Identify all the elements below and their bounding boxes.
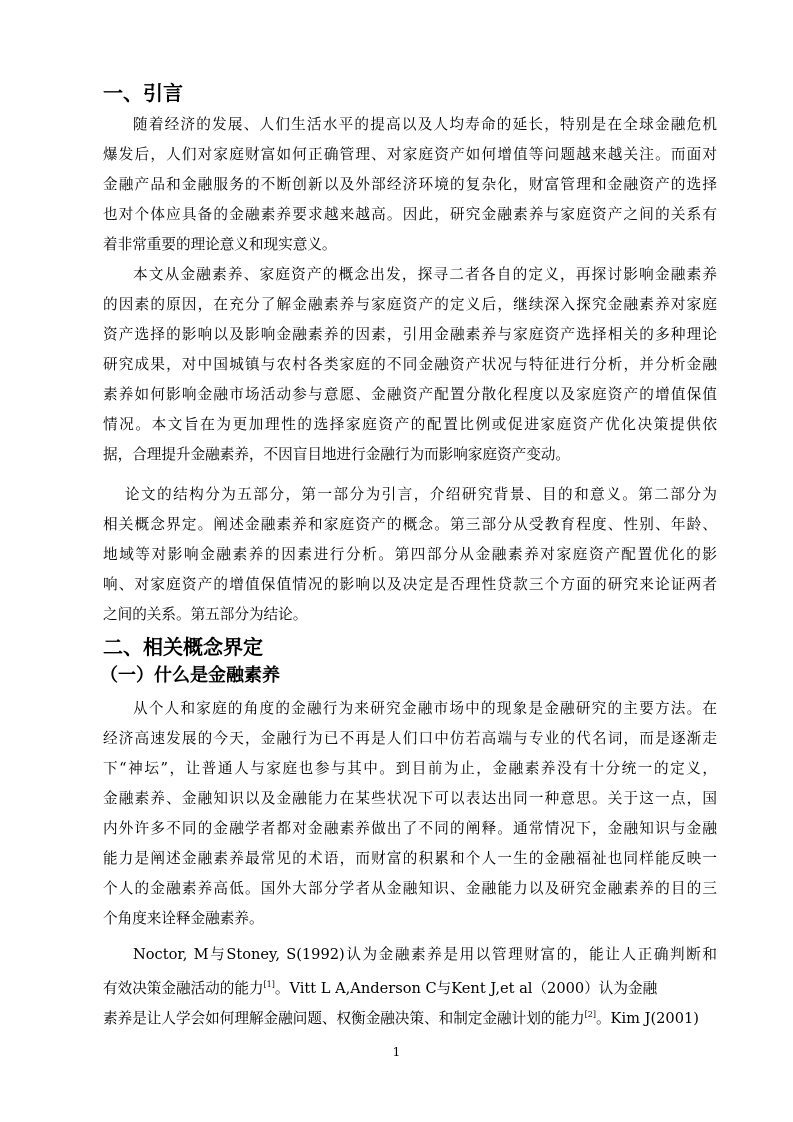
- text-line: 能力是阐述金融素养最常见的术语，而财富的积累和个人一生的金融福祉也同样能反映一: [103, 850, 717, 867]
- text-line: 随着经济的发展、人们生活水平的提高以及人均寿命的延长，特别是在全球金融危机: [133, 116, 717, 133]
- text-line: 资产选择的影响以及影响金融素养的因素，引用金融素养与家庭资产选择相关的多种理论: [103, 326, 717, 343]
- text-line: 经济高速发展的今天，金融行为已不再是人们口中仿若高端与专业的代名词，而是逐渐走: [103, 730, 717, 747]
- text-line: 相关概念界定。阐述金融素养和家庭资产的概念。第三部分从受教育程度、性别、年龄、: [103, 516, 717, 533]
- citation-ref[interactable]: [1]: [263, 980, 275, 989]
- text-fragment: 。Vitt L A,Anderson C与Kent J,et al（2000）认为金融: [274, 979, 658, 997]
- text-line: [103, 1000, 717, 1030]
- text-line: 响、对家庭资产的增值保值情况的影响以及决定是否理性贷款三个方面的研究来论证两者: [103, 576, 717, 593]
- text-fragment: 素养是让人学会如何理解金融问题、权衡金融决策、和制定金融计划的能力: [103, 1009, 585, 1027]
- text-line: 金融产品和金融服务的不断创新以及外部经济环境的复杂化，财富管理和金融资产的选择: [103, 176, 717, 193]
- text-line: 据，合理提升金融素养，不因盲目地进行金融行为而影响家庭资产变动。: [103, 446, 571, 463]
- text-line: 下“神坛”，让普通人与家庭也参与其中。到目前为止，金融素养没有十分统一的定义，: [103, 760, 717, 777]
- text-line: 着非常重要的理论意义和现实意义。: [103, 236, 337, 253]
- page-number: 1: [392, 1045, 401, 1059]
- section-1-paragraph-2: [103, 260, 717, 470]
- text-fragment: 有效决策金融活动的能力: [103, 979, 264, 997]
- citation-ref[interactable]: [2]: [584, 1010, 596, 1019]
- text-line: 也对个体应具备的金融素养要求越来越高。因此，研究金融素养与家庭资产之间的关系有: [103, 206, 717, 223]
- text-line: 从个人和家庭的角度的金融行为来研究金融市场中的现象是金融研究的主要方法。在: [133, 700, 717, 717]
- text-fragment: 。Kim J(2001): [595, 1009, 699, 1027]
- section-2-paragraph-2: [103, 940, 717, 1030]
- text-line: 爆发后，人们对家庭财富如何正确管理、对家庭资产如何增值等问题越来越关注。而面对: [103, 146, 717, 163]
- text-line: 金融素养、金融知识以及金融能力在某些状况下可以表达出同一种意思。关于这一点，国: [103, 790, 717, 807]
- section-1-paragraph-3: [103, 480, 717, 630]
- section-2-heading: 二、相关概念界定: [103, 635, 263, 659]
- text-line: 研究成果，对中国城镇与农村各类家庭的不同金融资产状况与特征进行分析，并分析金融: [103, 356, 717, 373]
- text-line: 论文的结构分为五部分，第一部分为引言，介绍研究背景、目的和意义。第二部分为: [125, 486, 717, 503]
- section-1-paragraph-1: [103, 110, 717, 260]
- section-2-paragraph-1: [103, 694, 717, 934]
- text-line: 本文从金融素养、家庭资产的概念出发，探寻二者各自的定义，再探讨影响金融素养: [133, 266, 717, 283]
- text-line: 个角度来诠释金融素养。: [103, 910, 264, 927]
- text-line: 地域等对影响金融素养的因素进行分析。第四部分从金融素养对家庭资产配置优化的影: [103, 546, 717, 563]
- text-line: 之间的关系。第五部分为结论。: [103, 606, 308, 623]
- text-line: [103, 970, 717, 1000]
- text-line: 内外许多不同的金融学者都对金融素养做出了不同的阐释。通常情况下，金融知识与金融: [103, 820, 717, 837]
- text-line: 个人的金融素养高低。国外大部分学者从金融知识、金融能力以及研究金融素养的目的三: [103, 880, 717, 897]
- subsection-heading: （一）什么是金融素养: [100, 665, 280, 686]
- section-1-heading: 一、引言: [103, 81, 183, 105]
- text-line: 情况。本文旨在为更加理性的选择家庭资产的配置比例或促进家庭资产优化决策提供依: [103, 416, 717, 433]
- text-line: 素养如何影响金融市场活动参与意愿、金融资产配置分散化程度以及家庭资产的增值保值: [103, 386, 717, 403]
- text-line: 的因素的原因，在充分了解金融素养与家庭资产的定义后，继续深入探究金融素养对家庭: [103, 296, 717, 313]
- text-line: Noctor, M与Stoney, S(1992)认为金融素养是用以管理财富的，能让人正确判断和: [133, 946, 717, 963]
